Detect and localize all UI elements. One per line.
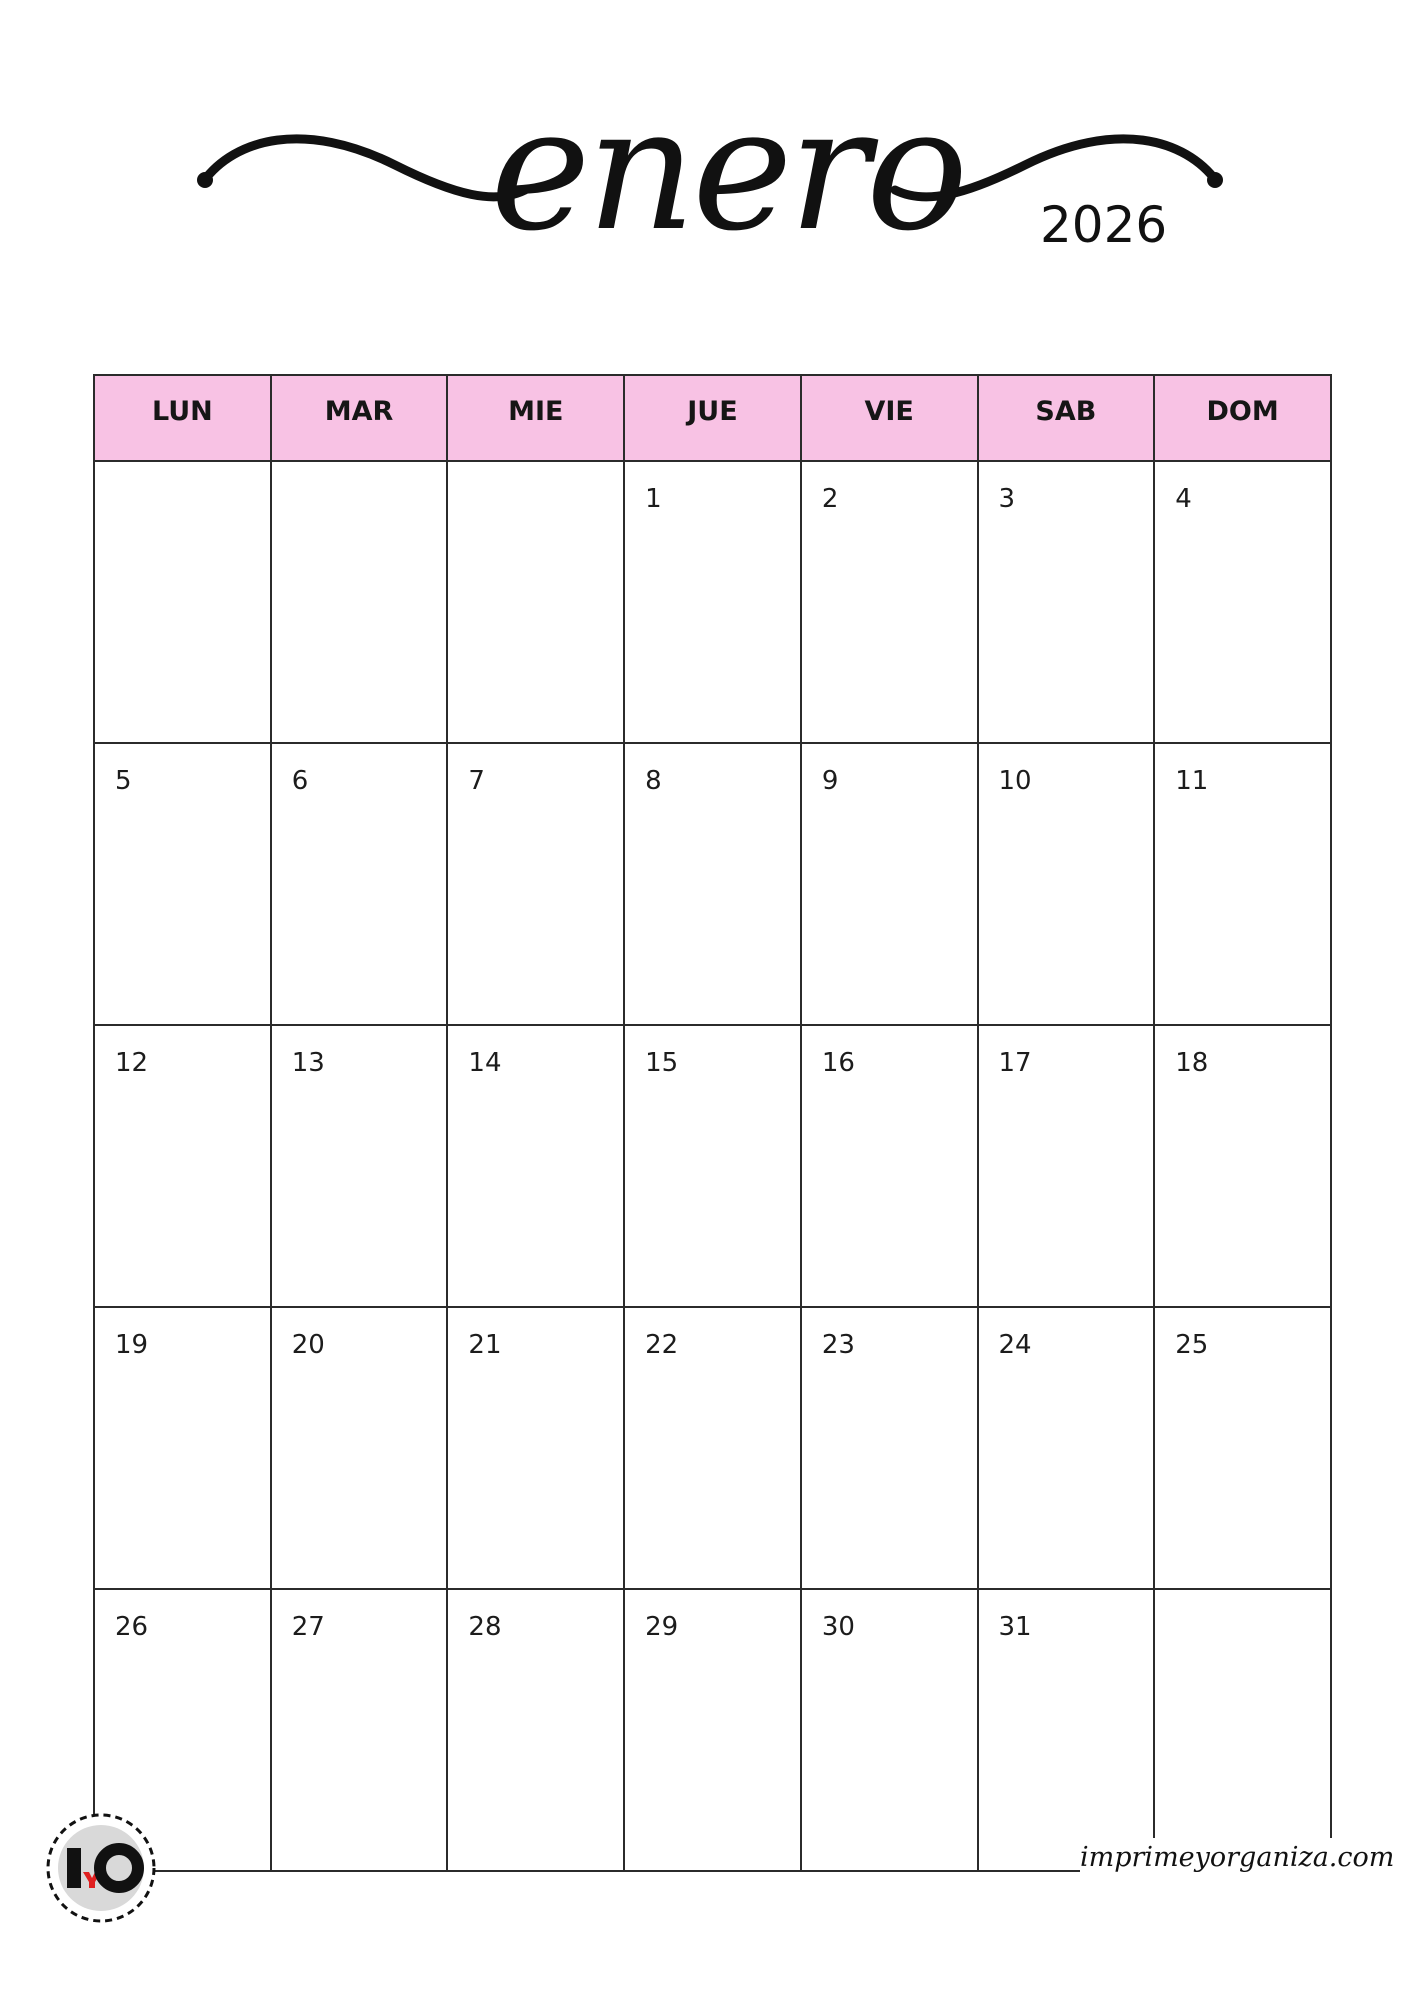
weekday-tue: MAR xyxy=(271,375,448,461)
day-cell xyxy=(271,1025,448,1307)
day-number: 18 xyxy=(1175,1048,1209,1078)
day-number: 7 xyxy=(468,766,485,796)
day-number: 6 xyxy=(291,766,309,796)
day-cell xyxy=(271,1589,448,1871)
year-label: 2026 xyxy=(1040,196,1168,254)
day-number: 3 xyxy=(998,484,1016,514)
day-number xyxy=(448,462,623,484)
day-number: 10 xyxy=(998,766,1032,796)
day-cell xyxy=(271,743,448,1025)
day-number: 26 xyxy=(115,1612,149,1642)
month-grid xyxy=(93,374,1332,1872)
day-cell xyxy=(447,1307,624,1589)
weekday-fri: VIE xyxy=(801,375,978,461)
day-cell xyxy=(624,1589,801,1871)
week-row-1 xyxy=(94,461,1331,743)
day-cell xyxy=(447,1589,624,1871)
day-cell xyxy=(801,1589,978,1871)
day-number: 28 xyxy=(468,1612,502,1642)
day-number: 21 xyxy=(468,1330,502,1360)
day-cell xyxy=(978,1025,1155,1307)
website-label: imprimeyorganiza.com xyxy=(1080,1838,1360,1878)
weekday-thu: JUE xyxy=(624,375,801,461)
day-number: 9 xyxy=(821,766,839,796)
day-number: 17 xyxy=(998,1048,1032,1078)
day-cell xyxy=(1154,1025,1331,1307)
day-number: 5 xyxy=(115,766,132,796)
weekday-mon: LUN xyxy=(94,375,271,461)
day-cell xyxy=(801,461,978,743)
day-number: 20 xyxy=(291,1330,325,1360)
month-title: enero xyxy=(490,71,965,269)
day-number: 1 xyxy=(645,484,662,514)
day-cell xyxy=(1154,1307,1331,1589)
day-cell xyxy=(94,1307,271,1589)
day-number: 8 xyxy=(645,766,662,796)
day-cell xyxy=(94,743,271,1025)
day-cell xyxy=(271,1307,448,1589)
weekday-sat: SAB xyxy=(978,375,1155,461)
day-number xyxy=(95,462,270,484)
weekday-wed: MIE xyxy=(447,375,624,461)
day-cell xyxy=(447,1025,624,1307)
day-number: 15 xyxy=(645,1048,679,1078)
day-cell xyxy=(94,1025,271,1307)
day-number: 19 xyxy=(115,1330,149,1360)
day-cell xyxy=(624,461,801,743)
day-number xyxy=(1155,1590,1330,1612)
brand-logo-icon xyxy=(45,1812,157,1924)
day-number: 12 xyxy=(115,1048,149,1078)
day-cell xyxy=(978,461,1155,743)
day-cell xyxy=(1154,743,1331,1025)
day-cell xyxy=(978,743,1155,1025)
day-cell xyxy=(447,461,624,743)
day-number: 22 xyxy=(645,1330,679,1360)
calendar-header xyxy=(0,0,1414,320)
day-cell xyxy=(271,461,448,743)
day-cell xyxy=(801,1307,978,1589)
day-number: 30 xyxy=(821,1612,855,1642)
day-cell xyxy=(978,1589,1155,1871)
week-row-3 xyxy=(94,1025,1331,1307)
day-number: 27 xyxy=(291,1612,325,1642)
week-row-5 xyxy=(94,1589,1331,1871)
day-number: 24 xyxy=(998,1330,1032,1360)
day-cell xyxy=(1154,461,1331,743)
day-cell xyxy=(801,1025,978,1307)
day-number: 31 xyxy=(998,1612,1032,1642)
day-cell xyxy=(624,1307,801,1589)
day-number: 13 xyxy=(291,1048,325,1078)
day-cell xyxy=(624,1025,801,1307)
day-number: 29 xyxy=(645,1612,679,1642)
day-number: 11 xyxy=(1175,766,1209,796)
day-cell xyxy=(1154,1589,1331,1871)
week-row-4 xyxy=(94,1307,1331,1589)
day-number: 23 xyxy=(821,1330,855,1360)
day-cell xyxy=(94,461,271,743)
day-number: 25 xyxy=(1175,1330,1209,1360)
day-number: 4 xyxy=(1175,484,1192,514)
day-number: 2 xyxy=(821,484,839,514)
day-cell xyxy=(801,743,978,1025)
day-number: 16 xyxy=(821,1048,855,1078)
day-cell xyxy=(447,743,624,1025)
day-number xyxy=(272,462,447,484)
week-row-2 xyxy=(94,743,1331,1025)
day-number: 14 xyxy=(468,1048,502,1078)
weekday-header-row xyxy=(94,375,1331,461)
weekday-sun: DOM xyxy=(1154,375,1331,461)
day-cell xyxy=(978,1307,1155,1589)
day-cell xyxy=(624,743,801,1025)
